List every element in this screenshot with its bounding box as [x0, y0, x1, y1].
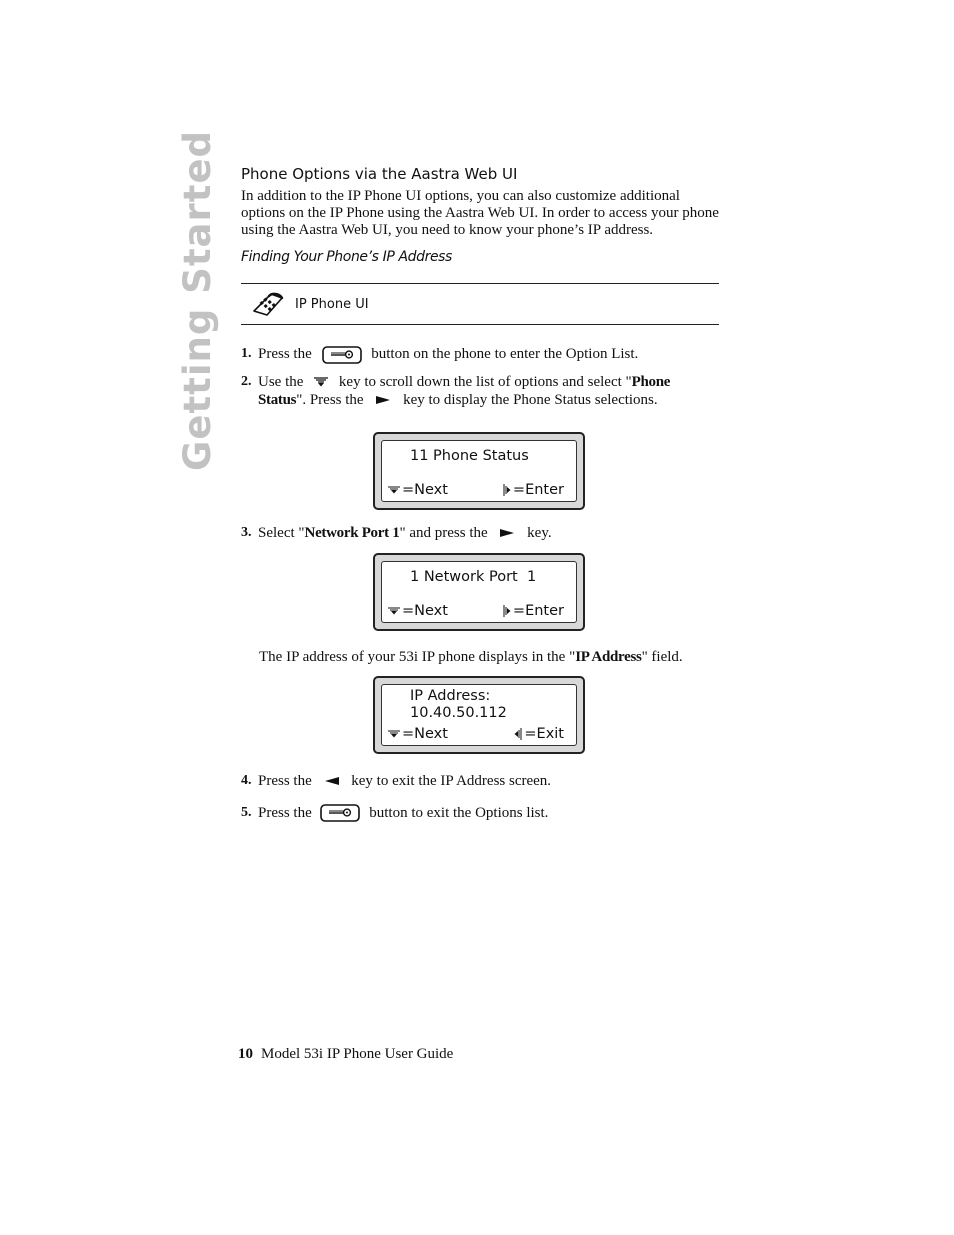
right-key-icon: [503, 484, 511, 496]
step-text: key to display the Phone Status selections.: [403, 391, 658, 408]
lcd-exit-hint: [514, 726, 564, 742]
step-text: Press the: [258, 346, 312, 362]
steps-list: [241, 345, 719, 409]
step-number: 1.: [241, 346, 252, 361]
lcd-line-2: 10.40.50.112: [410, 704, 507, 721]
step-text: Press the: [258, 772, 312, 789]
lcd-next-hint: [388, 726, 448, 742]
step-text: " and press the: [399, 524, 488, 541]
lcd-next-hint: [388, 603, 448, 619]
step-number: 5.: [241, 804, 252, 820]
step-2: [241, 373, 719, 409]
step-text: button on the phone to enter the Option List.: [371, 346, 639, 362]
sidebar-title: [168, 129, 228, 472]
lcd-enter-label: =Enter: [512, 481, 564, 498]
step-number: 3.: [241, 524, 252, 540]
lcd-network-port: [373, 553, 585, 631]
step-text: key.: [527, 524, 552, 541]
step-4: [241, 772, 719, 790]
lcd-screen: [381, 561, 577, 623]
lcd-next-hint: [388, 482, 448, 498]
lcd-line-1: 11 Phone Status: [410, 447, 529, 464]
lcd-next-label: =Next: [402, 481, 448, 498]
right-key-icon: [503, 605, 511, 617]
left-key-icon: [514, 728, 522, 740]
step-number: 4.: [241, 772, 252, 788]
step-text: Select ": [258, 524, 305, 541]
step-text: ". Press the: [296, 391, 364, 408]
page-number: 10: [238, 1046, 253, 1062]
step-text: key to exit the IP Address screen.: [351, 772, 552, 789]
guide-title: Model 53i IP Phone User Guide: [261, 1046, 454, 1062]
lcd-phone-status: [373, 432, 585, 510]
intro-paragraph: In addition to the IP Phone UI options, you can also customize additional options on the IP Phone using the Aastra Web UI. In order to access your phone using the Aastra Web UI, you need to know your phone’s IP address.: [241, 188, 719, 238]
lcd-line-1: 1 Network Port 1: [410, 568, 537, 585]
options-key-icon: [322, 346, 362, 364]
lcd-exit-label: =Exit: [524, 725, 564, 742]
page-footer: [238, 1046, 453, 1063]
term-network-port: Network Port 1: [304, 524, 400, 541]
step-1: [241, 345, 719, 364]
term-phone-status: Phone Status: [258, 373, 671, 408]
steps-list: [241, 772, 719, 823]
step-number: 2.: [241, 373, 252, 389]
ip-phone-ui-label: IP Phone UI: [295, 296, 369, 312]
step-text: Use the: [258, 373, 304, 390]
lcd-enter-hint: [503, 482, 564, 498]
lcd-enter-hint: [503, 603, 564, 619]
lcd-ip-address: [373, 676, 585, 754]
step-3: [241, 524, 719, 542]
steps-list: [241, 524, 719, 542]
down-key-icon: [388, 730, 400, 738]
lcd-screen: [381, 440, 577, 502]
note-text: The IP address of your 53i IP phone displays in the ": [259, 648, 576, 665]
step-text: Press the: [258, 804, 312, 821]
step-5: [241, 804, 719, 823]
scroll-down-key-icon: [313, 377, 329, 387]
options-key-icon: [320, 804, 360, 822]
right-arrow-key-icon: [499, 528, 515, 538]
lcd-enter-label: =Enter: [512, 602, 564, 619]
down-key-icon: [388, 486, 400, 494]
section-title: Phone Options via the Aastra Web UI: [241, 165, 518, 183]
step-text: key to scroll down the list of options and select ": [338, 373, 632, 390]
sidebar-title-text: Getting Started: [176, 129, 220, 472]
left-arrow-key-icon: [324, 776, 340, 786]
subheading: Finding Your Phone’s IP Address: [241, 249, 452, 265]
down-key-icon: [388, 607, 400, 615]
phone-icon: [251, 291, 285, 317]
lcd-screen: [381, 684, 577, 746]
main-content: [241, 165, 719, 822]
ip-address-note: [259, 648, 719, 666]
ip-phone-ui-box: [241, 283, 719, 325]
note-text: " field.: [641, 648, 683, 665]
lcd-line-1: IP Address:: [410, 687, 491, 704]
lcd-next-label: =Next: [402, 725, 448, 742]
term-ip-address: IP Address: [575, 648, 642, 665]
lcd-next-label: =Next: [402, 602, 448, 619]
step-text: button to exit the Options list.: [369, 804, 549, 821]
right-arrow-key-icon: [375, 395, 391, 405]
